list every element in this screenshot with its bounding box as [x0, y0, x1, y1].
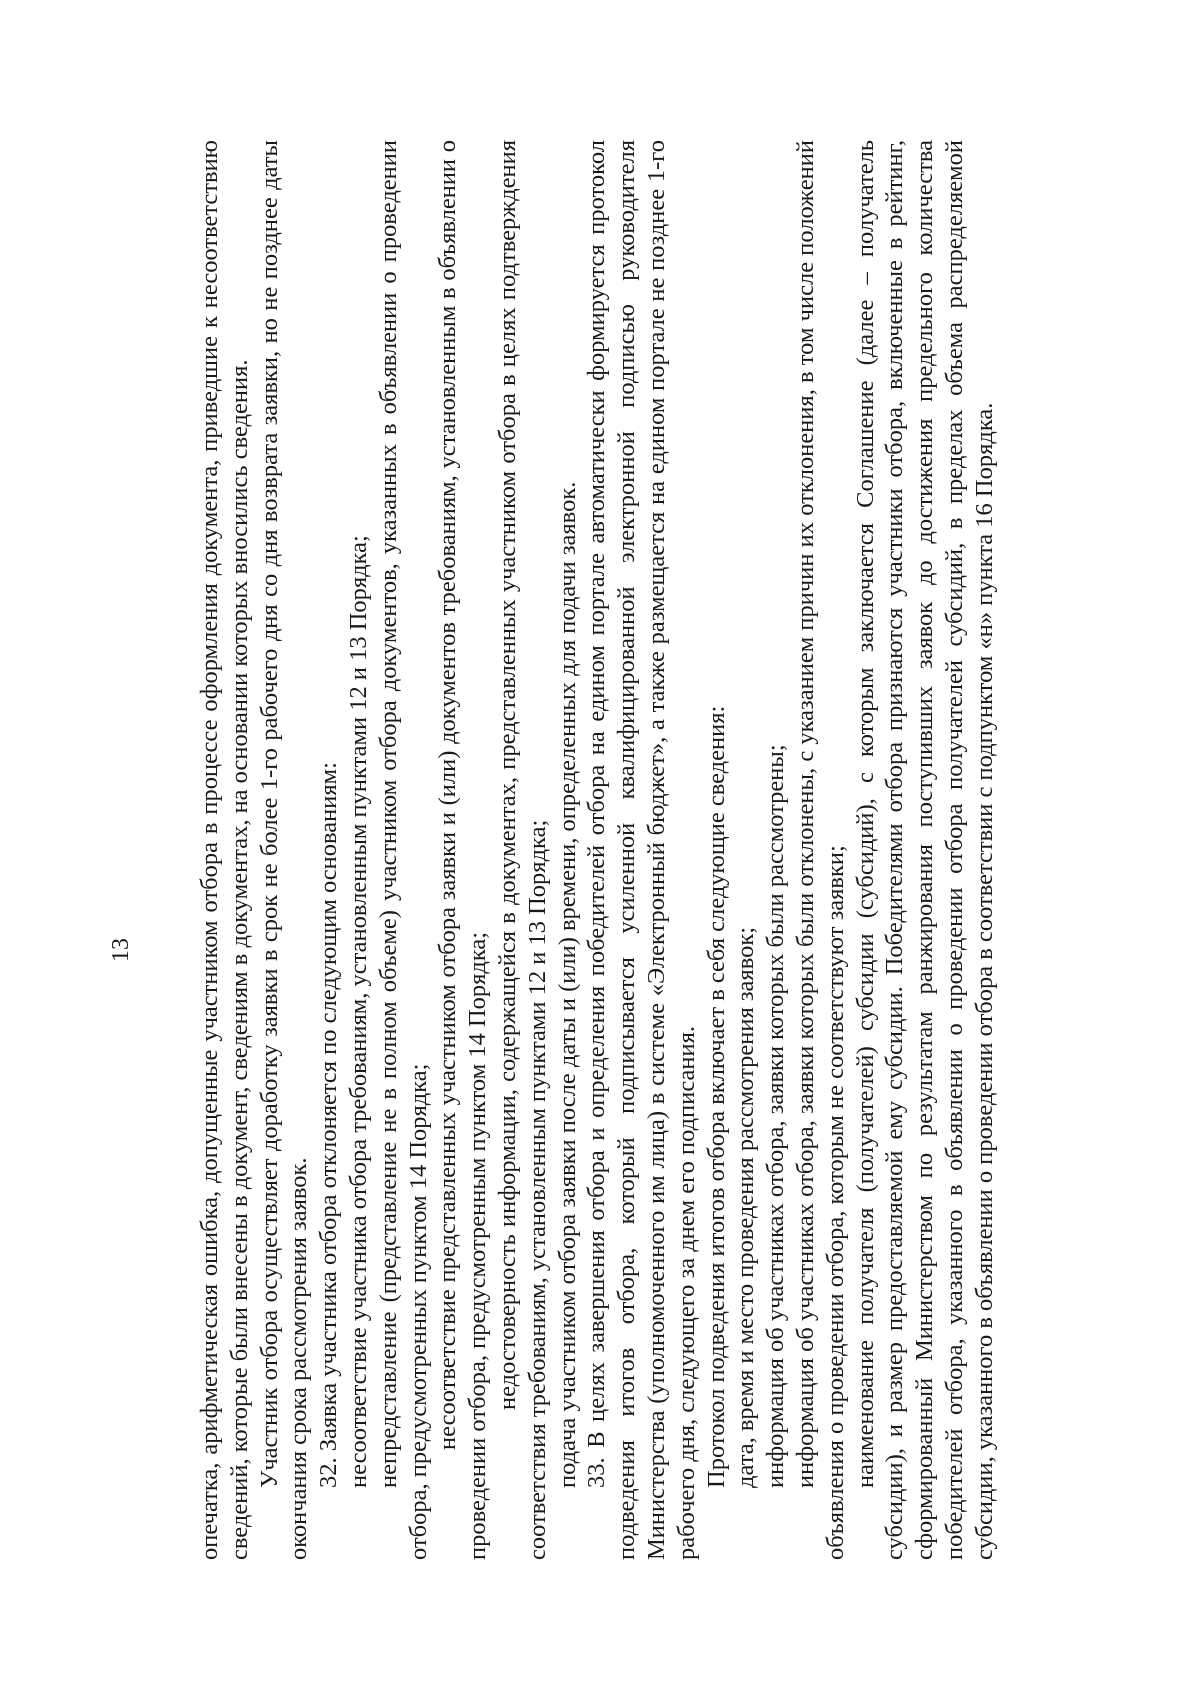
- paragraph: подача участником отбора заявки после даты и (или) времени, определенных для подачи заявок.: [553, 481, 581, 1488]
- paragraph: наименование получателя (получателей) субсидии (субсидий), с которым заключается Соглашение (далее – получатель субсидии), и размер предоставляемой ему субсидии. Победителями отбора признаются участники отбора, включенные в рейтинг, сформированный Министерством по результатам ранжирования поступивших заявок до достижения предельного количества победителей отбора, указанного в объявлении о проведении отбора получателей субсидий, в пределах объема распределяемой субсидии, указанного в объявлении о проведении отбора в соответствии с подпунктом «н» пункта 16 Порядка.: [851, 140, 998, 1560]
- page-number: 13: [108, 938, 134, 962]
- paragraph: несоответствие представленных участником отбора заявки и (или) документов требованиям, установленным в объявлении о проведении отбора, предусмотренным пунктом 14 Порядка;: [434, 140, 492, 1560]
- rotated-page-content: [100, 100, 1100, 1600]
- paragraph: непредставление (представление не в полном объеме) участником отбора документов, указанных в объявлении о проведении отбора, предусмотренных пунктом 14 Порядка;: [374, 140, 432, 1560]
- paragraph: информация об участниках отбора, заявки которых были отклонены, с указанием причин их отклонения, в том числе положений объявления о проведении отбора, которым не соответствуют заявки;: [791, 140, 849, 1560]
- paragraph: несоответствие участника отбора требованиям, установленным пунктами 12 и 13 Порядка;: [344, 535, 372, 1488]
- paragraph: опечатка, арифметическая ошибка, допущенные участником отбора в процессе оформления документа, приведшие к несоответствию сведений, которые были внесены в документ, сведениям в документах, на основании которых вносились сведения.: [196, 140, 253, 1560]
- paragraph: Протокол подведения итогов отбора включает в себя следующие сведения:: [702, 705, 730, 1488]
- paragraph: 32. Заявка участника отбора отклоняется по следующим основаниям:: [315, 762, 343, 1488]
- paragraph: 33. В целях завершения отбора и определения победителей отбора на едином портале автоматически формируется протокол подведения итогов отбора, который подписывается усиленной квалифицированной электронной подписью руководителя Министерства (уполномоченного им лица) в системе «Электронный бюджет», а также размещается на едином портале не позднее 1-го рабочего дня, следующего за днем его подписания.: [583, 140, 700, 1560]
- paragraph: информация об участниках отбора, заявки которых были рассмотрены;: [762, 744, 790, 1488]
- paragraph: Участник отбора осуществляет доработку заявки в срок не более 1-го рабочего дня со дня возврата заявки, но не позднее даты окончания срока рассмотрения заявок.: [255, 140, 313, 1560]
- paragraph: недостоверность информации, содержащейся в документах, представленных участником отбора в целях подтверждения соответствия требованиям, установленным пунктами 12 и 13 Порядка;: [493, 140, 551, 1560]
- paragraph: дата, время и место проведения рассмотрения заявок;: [732, 926, 760, 1488]
- document-body: [195, 140, 1000, 1560]
